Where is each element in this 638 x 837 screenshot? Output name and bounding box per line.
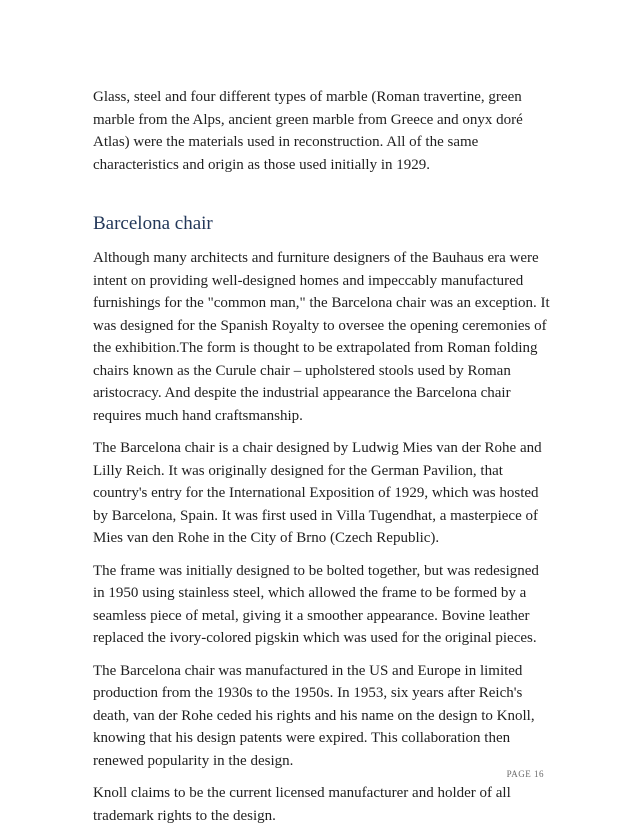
body-paragraph-1: Although many architects and furniture designers of the Bauhaus era were intent on providing well-designed homes and impeccably manufactured furnishings for the "common man," the Barcelona chair was an exception. It was designed for the Spanish Royalty to oversee the opening ceremonies of the exhibition.The form is thought to be extrapolated from Roman folding chairs known as the Curule chair – upholstered stools used by Roman aristocracy. And despite the industrial appearance the Barcelona chair requires much hand craftsmanship. xyxy=(93,250,550,424)
body-paragraph-5: Knoll claims to be the current licensed manufacturer and holder of all trademark rights to the design. xyxy=(93,785,511,824)
body-paragraph-2: The Barcelona chair is a chair designed by Ludwig Mies van der Rohe and Lilly Reich. It was originally designed for the German Pavilion, that country's entry for the International Exposition of 1929, which was hosted by Barcelona, Spain. It was first used in Villa Tugendhat, a masterpiece of Mies van den Rohe in the City of Brno (Czech Republic). xyxy=(93,440,542,546)
page-number: PAGE 16 xyxy=(506,769,544,779)
body-paragraph-4: The Barcelona chair was manufactured in the US and Europe in limited production from the 1930s to the 1950s. In 1953, six years after Reich's death, van der Rohe ceded his rights and his name on the design to Knoll, knowing that his design patents were expired. This collaboration then renewed popularity in the design. xyxy=(93,662,535,769)
page-content xyxy=(93,86,553,837)
intro-paragraph: Glass, steel and four different types of marble (Roman travertine, green marble from the Alps, ancient green marble from Greece and onyx doré Atlas) were the materials used in reconstruction. All of the same characteristics and origin as those used initially in 1929. xyxy=(93,89,523,173)
section-heading: Barcelona chair xyxy=(93,213,213,234)
body-paragraph-3: The frame was initially designed to be bolted together, but was redesigned in 1950 using stainless steel, which allowed the frame to be formed by a seamless piece of metal, giving it a smoother appearance. Bovine leather replaced the ivory-colored pigskin which was used for the original pieces. xyxy=(93,562,539,646)
